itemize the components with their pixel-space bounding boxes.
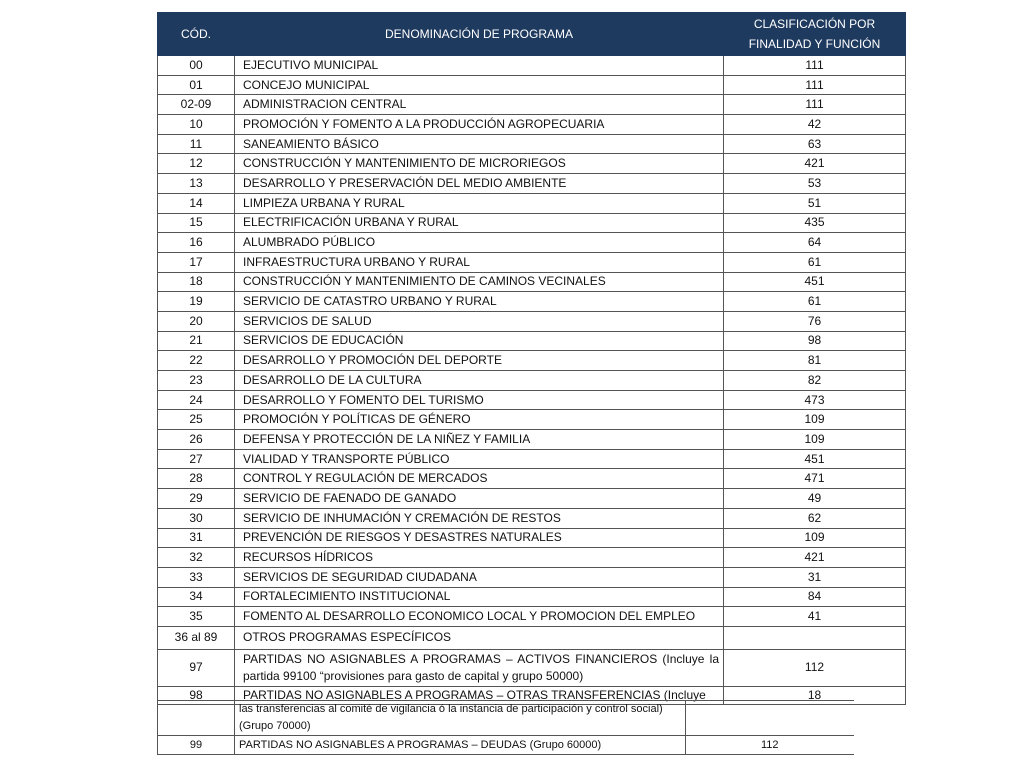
table-row — [158, 252, 906, 272]
table-row — [158, 213, 906, 233]
table-row — [158, 390, 906, 410]
row-program-name: CONTROL Y REGULACIÓN DE MERCADOS — [235, 469, 724, 489]
row-code: 26 — [158, 430, 235, 450]
row-code: 23 — [158, 371, 235, 391]
row-program-name: SERVICIOS DE SALUD — [235, 311, 724, 331]
row-program-name: PARTIDAS NO ASIGNABLES A PROGRAMAS – ACTIVOS FINANCIEROS (Incluye la partida 99100 “provisiones para gasto de capital y grupo 50000) — [235, 649, 724, 686]
row-classification: 51 — [724, 193, 906, 213]
table-row — [158, 430, 906, 450]
row-program-name: PROMOCIÓN Y FOMENTO A LA PRODUCCIÓN AGROPECUARIA — [235, 115, 724, 135]
continuation-code-cell — [158, 701, 235, 736]
row-classification: 451 — [724, 272, 906, 292]
table-row — [158, 193, 906, 213]
row-code: 19 — [158, 292, 235, 312]
row-program-name: LIMPIEZA URBANA Y RURAL — [235, 193, 724, 213]
row-classification: 421 — [724, 548, 906, 568]
table-row — [158, 449, 906, 469]
header-program-name: DENOMINACIÓN DE PROGRAMA — [235, 13, 724, 56]
row-code: 12 — [158, 154, 235, 174]
table-row — [158, 75, 906, 95]
row-code: 02-09 — [158, 95, 235, 115]
row-code: 28 — [158, 469, 235, 489]
table-row — [158, 272, 906, 292]
row-program-name: DESARROLLO Y PROMOCIÓN DEL DEPORTE — [235, 351, 724, 371]
table-row — [158, 292, 906, 312]
continuation-text: las transferencias al comité de vigilancia ó la instancia de participación y control social) (Grupo 70000) — [235, 701, 686, 736]
table-row — [158, 489, 906, 509]
row-program-name: SERVICIOS DE EDUCACIÓN — [235, 331, 724, 351]
row-code: 34 — [158, 587, 235, 607]
row-classification: 81 — [724, 351, 906, 371]
row-program-name: PROMOCIÓN Y POLÍTICAS DE GÉNERO — [235, 410, 724, 430]
row-code: 18 — [158, 272, 235, 292]
row-code: 24 — [158, 390, 235, 410]
row-program-name: VIALIDAD Y TRANSPORTE PÚBLICO — [235, 449, 724, 469]
table-row — [158, 587, 906, 607]
table-row — [158, 56, 906, 76]
row-classification: 471 — [724, 469, 906, 489]
header-classification — [724, 13, 906, 56]
row-program-name: EJECUTIVO MUNICIPAL — [235, 56, 724, 76]
programs-table — [157, 12, 906, 705]
table-header-row — [158, 13, 906, 56]
row-program-name: PREVENCIÓN DE RIESGOS Y DESASTRES NATURALES — [235, 528, 724, 548]
row-program-name: CONSTRUCCIÓN Y MANTENIMIENTO DE MICRORIEGOS — [235, 154, 724, 174]
row-program-name: PARTIDAS NO ASIGNABLES A PROGRAMAS – OTRAS TRANSFERENCIAS (Incluye — [235, 686, 724, 704]
table-row — [158, 607, 906, 627]
table-row — [158, 95, 906, 115]
row-classification: 473 — [724, 390, 906, 410]
row-classification: 61 — [724, 292, 906, 312]
row-code: 13 — [158, 174, 235, 194]
row-code: 33 — [158, 567, 235, 587]
continuation-row — [158, 701, 854, 736]
row-classification: 18 — [724, 686, 906, 704]
header-code: CÓD. — [158, 13, 235, 56]
row-classification: 64 — [724, 233, 906, 253]
row-classification: 109 — [724, 528, 906, 548]
row-code: 10 — [158, 115, 235, 135]
row-code: 01 — [158, 75, 235, 95]
row-code: 15 — [158, 213, 235, 233]
row-classification: 109 — [724, 430, 906, 450]
row-code: 14 — [158, 193, 235, 213]
table-row — [158, 649, 906, 686]
table-row — [158, 567, 906, 587]
row-classification: 63 — [724, 134, 906, 154]
row-program-name: FORTALECIMIENTO INSTITUCIONAL — [235, 587, 724, 607]
table-row — [158, 736, 854, 755]
table-row — [158, 528, 906, 548]
row-code: 27 — [158, 449, 235, 469]
row-classification: 42 — [724, 115, 906, 135]
row-program-name: DESARROLLO Y PRESERVACIÓN DEL MEDIO AMBIENTE — [235, 174, 724, 194]
row-classification: 49 — [724, 489, 906, 509]
header-classification-line2: FINALIDAD Y FUNCIÓN — [748, 37, 881, 51]
row-classification: 112 — [686, 736, 854, 755]
row-code: 25 — [158, 410, 235, 430]
row-classification: 421 — [724, 154, 906, 174]
table-row — [158, 548, 906, 568]
row-classification: 62 — [724, 508, 906, 528]
row-classification: 112 — [724, 649, 906, 686]
row-code: 97 — [158, 649, 235, 686]
table-row — [158, 115, 906, 135]
row-classification: 111 — [724, 95, 906, 115]
row-code: 16 — [158, 233, 235, 253]
row-program-name: ELECTRIFICACIÓN URBANA Y RURAL — [235, 213, 724, 233]
row-code: 22 — [158, 351, 235, 371]
continuation-cls-cell — [686, 701, 854, 736]
table-row — [158, 154, 906, 174]
row-program-name: CONCEJO MUNICIPAL — [235, 75, 724, 95]
row-program-name: SERVICIO DE CATASTRO URBANO Y RURAL — [235, 292, 724, 312]
row-program-name: DESARROLLO Y FOMENTO DEL TURISMO — [235, 390, 724, 410]
row-classification: 41 — [724, 607, 906, 627]
row-program-name: SERVICIOS DE SEGURIDAD CIUDADANA — [235, 567, 724, 587]
table-row — [158, 371, 906, 391]
row-program-name: FOMENTO AL DESARROLLO ECONOMICO LOCAL Y PROMOCION DEL EMPLEO — [235, 607, 724, 627]
table-row — [158, 174, 906, 194]
table-row — [158, 134, 906, 154]
row-program-name: ALUMBRADO PÚBLICO — [235, 233, 724, 253]
table-body — [158, 56, 906, 705]
row-program-name: INFRAESTRUCTURA URBANO Y RURAL — [235, 252, 724, 272]
row-code: 00 — [158, 56, 235, 76]
table-row — [158, 233, 906, 253]
row-program-name: CONSTRUCCIÓN Y MANTENIMIENTO DE CAMINOS VECINALES — [235, 272, 724, 292]
row-program-name: DESARROLLO DE LA CULTURA — [235, 371, 724, 391]
row-classification: 53 — [724, 174, 906, 194]
row-classification: 109 — [724, 410, 906, 430]
table-row — [158, 351, 906, 371]
header-classification-line1: CLASIFICACIÓN POR — [753, 17, 876, 31]
continuation-table — [157, 700, 854, 755]
row-classification: 84 — [724, 587, 906, 607]
row-classification: 98 — [724, 331, 906, 351]
table-row — [158, 508, 906, 528]
row-code: 30 — [158, 508, 235, 528]
table-row — [158, 626, 906, 649]
row-code: 98 — [158, 686, 235, 704]
row-program-name: DEFENSA Y PROTECCIÓN DE LA NIÑEZ Y FAMILIA — [235, 430, 724, 450]
row-code: 17 — [158, 252, 235, 272]
row-classification: 451 — [724, 449, 906, 469]
row-classification: 111 — [724, 56, 906, 76]
row-program-name: OTROS PROGRAMAS ESPECÍFICOS — [235, 626, 724, 649]
table-row — [158, 331, 906, 351]
row-program-name: SERVICIO DE FAENADO DE GANADO — [235, 489, 724, 509]
row-code: 32 — [158, 548, 235, 568]
row-program-name: SANEAMIENTO BÁSICO — [235, 134, 724, 154]
table-row — [158, 410, 906, 430]
row-classification: 82 — [724, 371, 906, 391]
table-row — [158, 311, 906, 331]
row-classification: 435 — [724, 213, 906, 233]
row-classification — [724, 626, 906, 649]
row-code: 29 — [158, 489, 235, 509]
row-code: 11 — [158, 134, 235, 154]
row-program-name: SERVICIO DE INHUMACIÓN Y CREMACIÓN DE RESTOS — [235, 508, 724, 528]
row-classification: 111 — [724, 75, 906, 95]
row-code: 99 — [158, 736, 235, 755]
row-classification: 31 — [724, 567, 906, 587]
row-program-name: PARTIDAS NO ASIGNABLES A PROGRAMAS – DEUDAS (Grupo 60000) — [235, 736, 686, 755]
row-code: 31 — [158, 528, 235, 548]
table-row — [158, 469, 906, 489]
row-program-name: ADMINISTRACION CENTRAL — [235, 95, 724, 115]
row-program-name: RECURSOS HÍDRICOS — [235, 548, 724, 568]
row-code: 36 al 89 — [158, 626, 235, 649]
row-code: 21 — [158, 331, 235, 351]
row-classification: 76 — [724, 311, 906, 331]
row-code: 35 — [158, 607, 235, 627]
row-classification: 61 — [724, 252, 906, 272]
row-code: 20 — [158, 311, 235, 331]
